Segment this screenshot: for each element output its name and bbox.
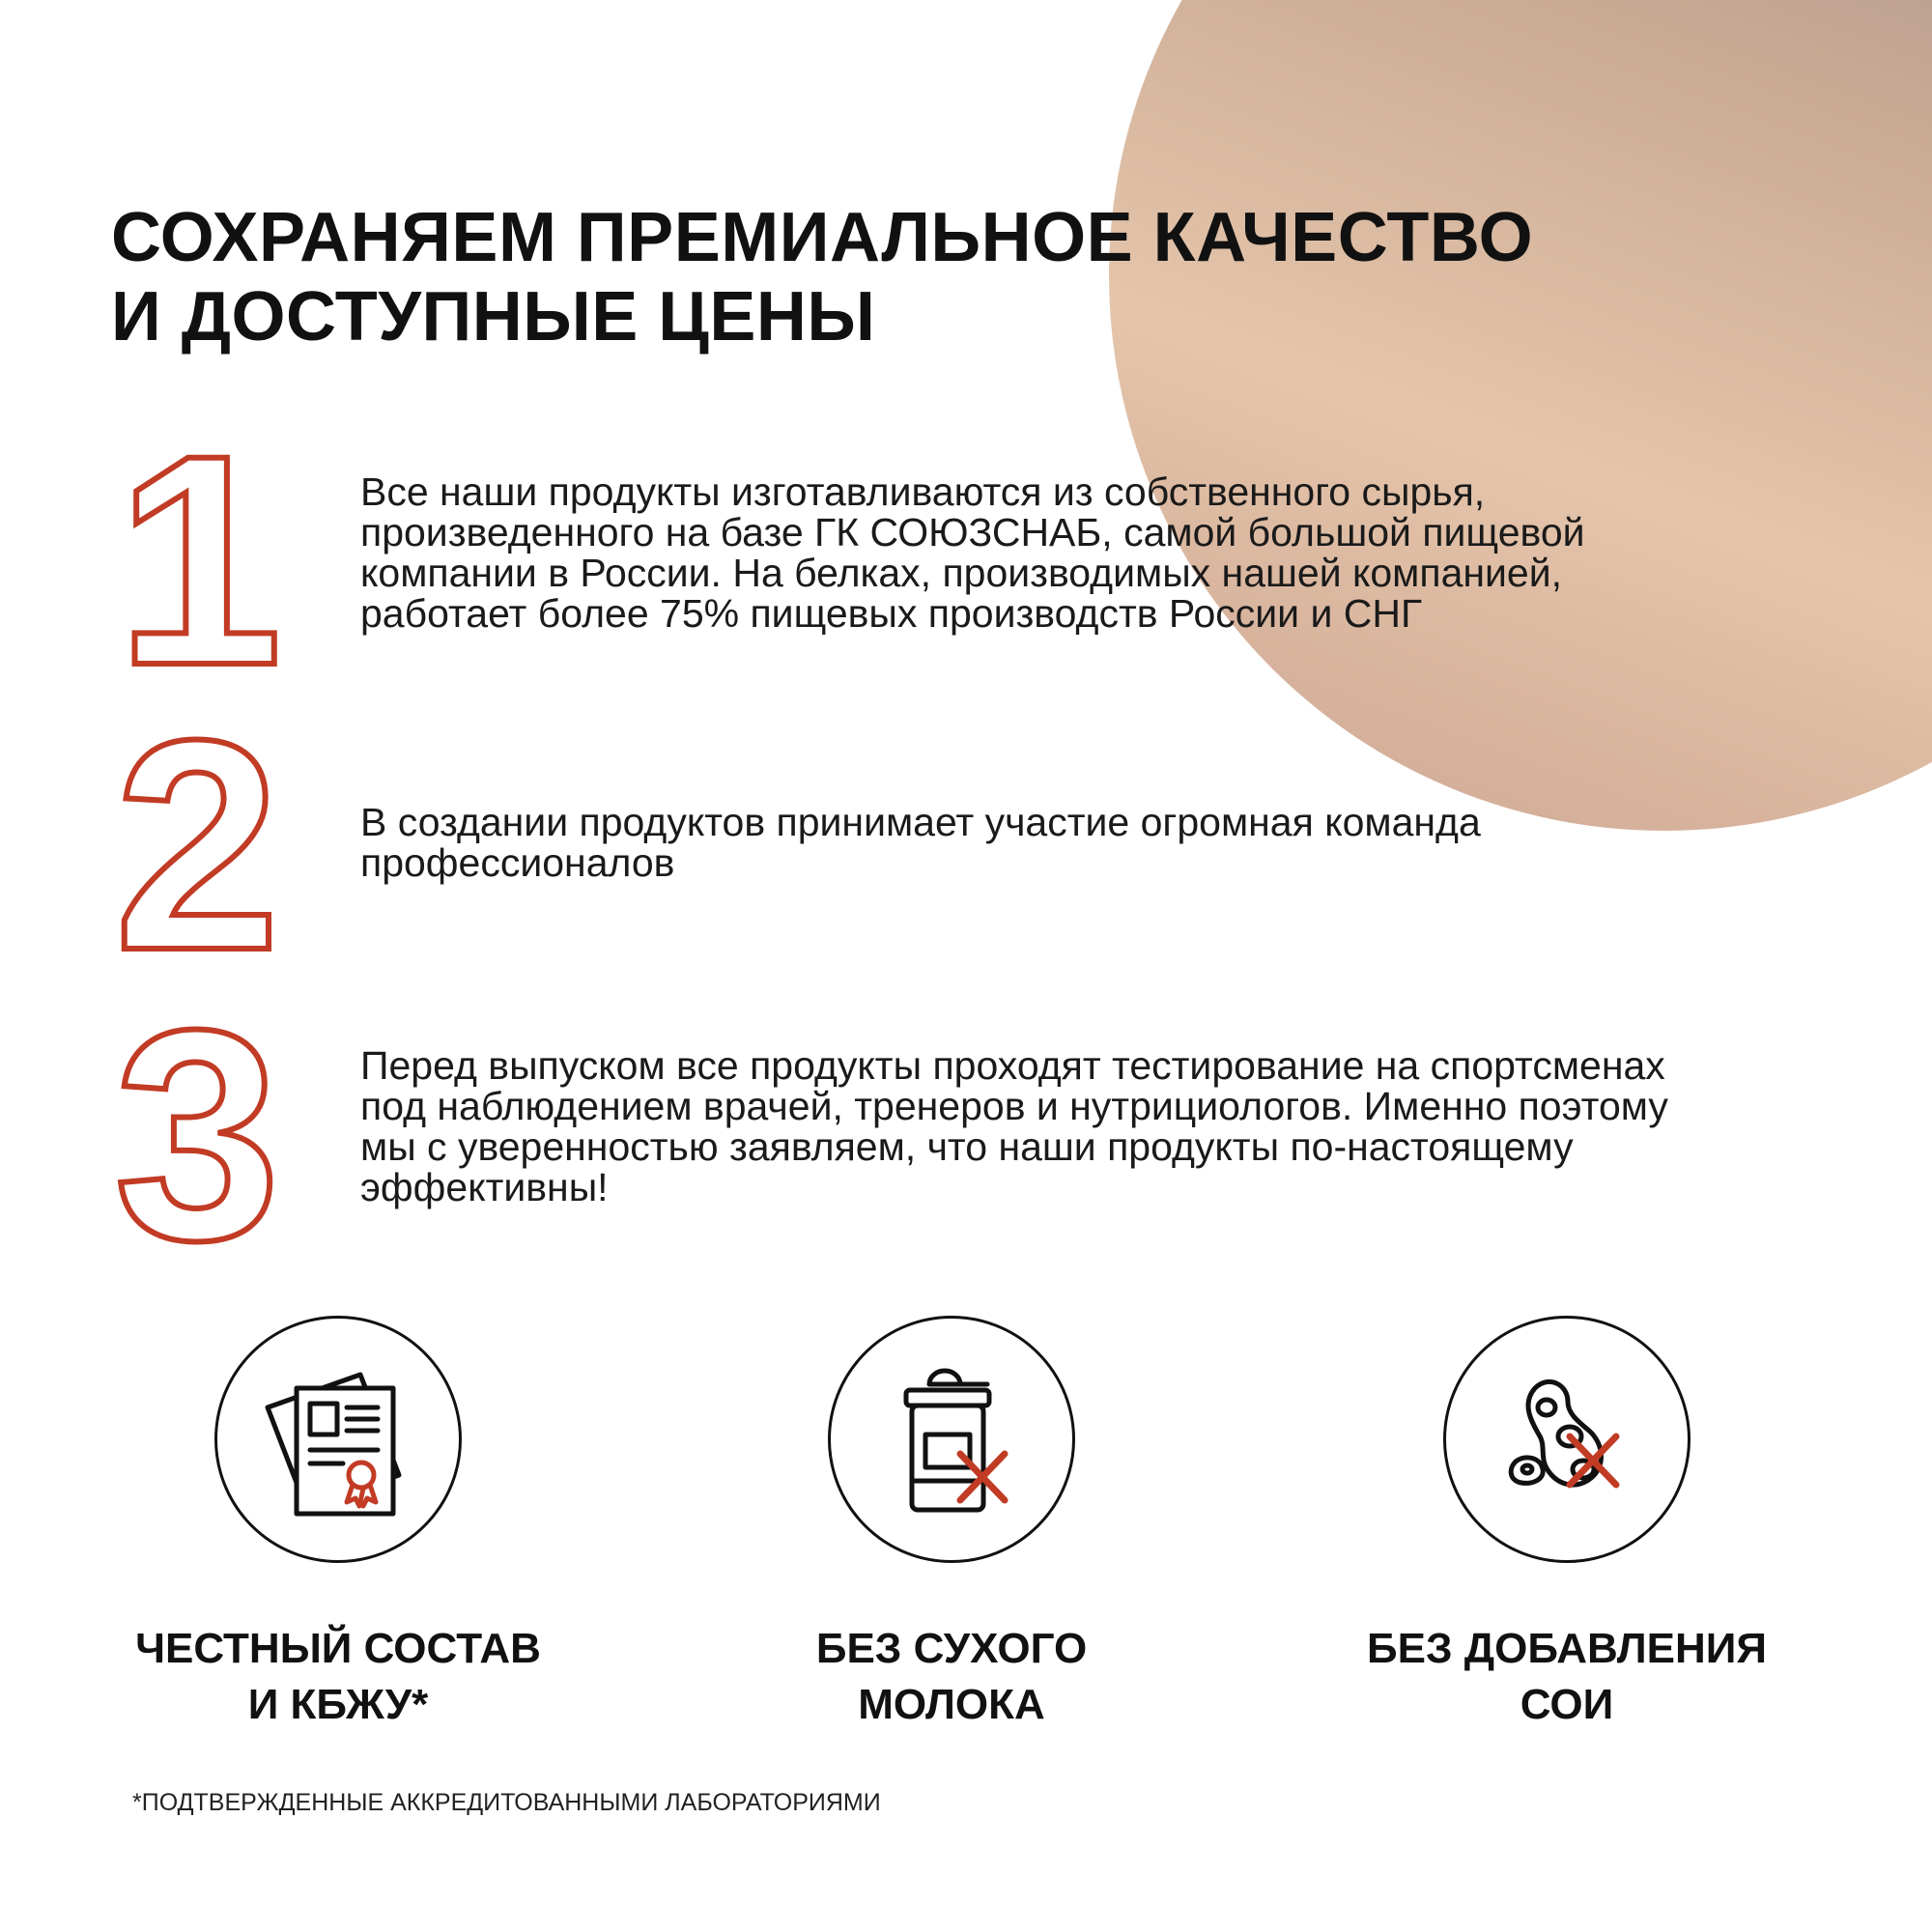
footnote: *ПОДТВЕРЖДЕННЫЕ АККРЕДИТОВАННЫМИ ЛАБОРАТОРИЯМИ: [132, 1789, 881, 1816]
page-title: [111, 198, 1533, 356]
no-milk-powder-icon: [828, 1316, 1075, 1563]
point-number-2: 2: [114, 677, 281, 1012]
feature-label-honest-composition: [68, 1621, 609, 1733]
feature-label-line-2: СОИ: [1520, 1681, 1614, 1728]
feature-label-line-1: ЧЕСТНЫЙ СОСТАВ: [135, 1625, 541, 1672]
certificate-document-icon: [214, 1316, 462, 1563]
decorative-gradient-circle: [1109, 0, 1932, 831]
feature-no-milk-powder: [681, 1316, 1222, 1733]
feature-label-line-2: МОЛОКА: [858, 1681, 1045, 1728]
feature-label-line-1: БЕЗ ДОБАВЛЕНИЯ: [1367, 1625, 1767, 1672]
page-title-line-1: СОХРАНЯЕМ ПРЕМИАЛЬНОЕ КАЧЕСТВО: [111, 199, 1534, 276]
point-text-3: Перед выпуском все продукты проходят тестирование на спортсменах под наблюдением врачей, тренеров и нутрициологов. Именно поэтому мы с уверенностью заявляем, что наши продукты по-настоящему эффективны!: [360, 1043, 1668, 1209]
feature-label-line-1: БЕЗ СУХОГО: [815, 1625, 1088, 1672]
point-text-1: Все наши продукты изготавливаются из собственного сырья, произведенного на базе ГК СОЮЗСНАБ, самой большой пищевой компании в России. На белках, производимых нашей компанией, работает более 75% пищевых производств России и СНГ: [360, 469, 1585, 636]
feature-no-soy: [1296, 1316, 1837, 1733]
feature-label-no-soy: [1296, 1621, 1837, 1733]
feature-label-no-milk-powder: [681, 1621, 1222, 1733]
feature-honest-composition: [68, 1316, 609, 1733]
point-number-3: 3: [114, 967, 281, 1302]
point-text-2: В создании продуктов принимает участие огромная команда профессионалов: [360, 800, 1481, 885]
page-title-line-2: И ДОСТУПНЫЕ ЦЕНЫ: [111, 278, 876, 355]
feature-label-line-2: И КБЖУ*: [247, 1681, 429, 1728]
point-number-1: 1: [116, 392, 283, 727]
no-soy-icon: [1443, 1316, 1690, 1563]
